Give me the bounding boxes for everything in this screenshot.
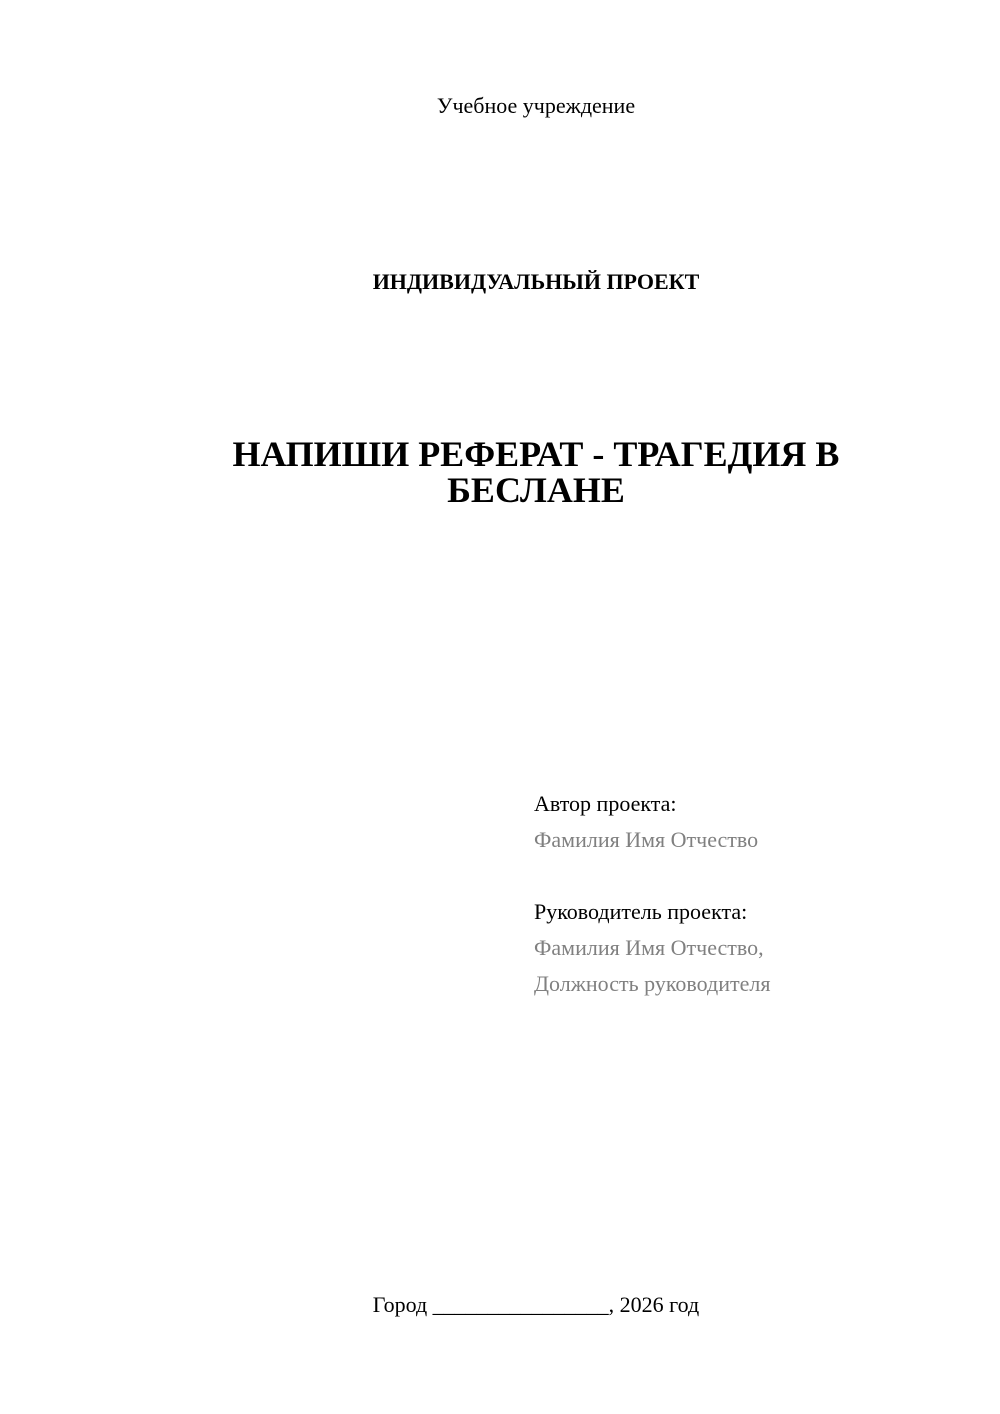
author-block: [534, 786, 974, 858]
supervisor-position: Должность руководителя: [534, 971, 771, 996]
institution-name: Учебное учреждение: [436, 93, 636, 118]
supervisor-label: Руководитель проекта:: [534, 899, 748, 924]
project-title-line-1: НАПИШИ РЕФЕРАТ - ТРАГЕДИЯ В: [232, 434, 840, 474]
supervisor-block: [534, 894, 974, 1002]
author-label: Автор проекта:: [534, 791, 677, 816]
city-label: Город: [372, 1292, 428, 1317]
project-type-heading: ИНДИВИДУАЛЬНЫЙ ПРОЕКТ: [372, 269, 700, 294]
project-title-line-2: БЕСЛАНЕ: [447, 470, 625, 510]
city-blank: ________________: [432, 1292, 609, 1317]
author-name: Фамилия Имя Отчество: [534, 827, 759, 852]
footer-city-year: [0, 1290, 1000, 1320]
project-title: [186, 436, 886, 508]
year-text: , 2026 год: [608, 1292, 700, 1317]
supervisor-name: Фамилия Имя Отчество,: [534, 935, 764, 960]
